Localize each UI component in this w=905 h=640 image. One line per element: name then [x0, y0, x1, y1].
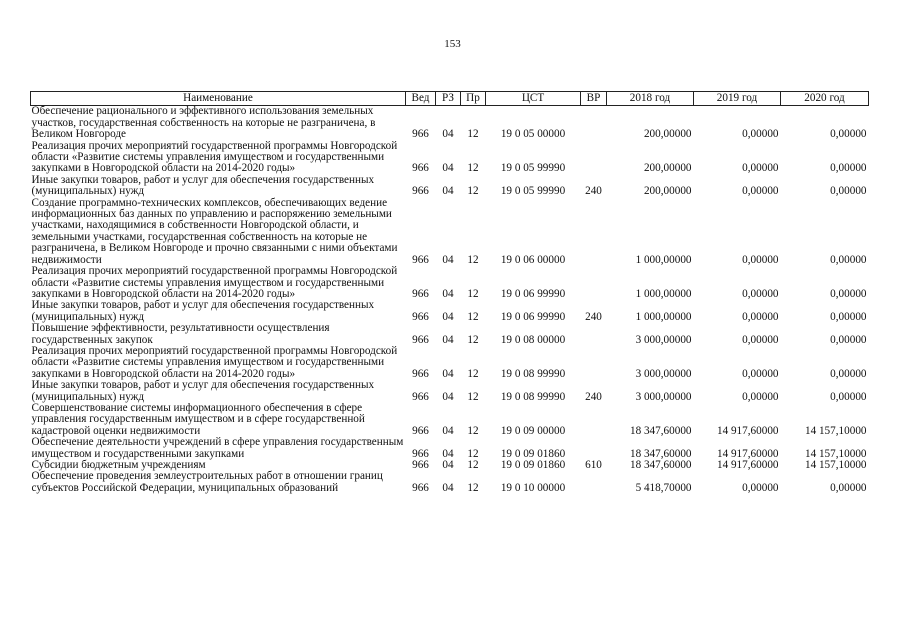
cell-y2018: 200,00000 — [643, 128, 692, 141]
cell-y2019: 0,00000 — [742, 367, 779, 380]
cell-y2020: 0,00000 — [830, 333, 867, 346]
cell-y2020: 0,00000 — [830, 162, 867, 175]
cell-y2019: 0,00000 — [742, 128, 779, 141]
cell-y2019: 0,00000 — [742, 162, 779, 175]
cell-y2019: 14 917,60000 — [716, 459, 779, 471]
cell-vr — [581, 437, 607, 460]
cell-y2019: 0,00000 — [742, 333, 779, 346]
cell-cst: 19 0 06 99990 — [500, 287, 566, 300]
cell-ved: 966 — [412, 310, 429, 323]
cell-pr: 12 — [467, 447, 479, 460]
cell-vr: 240 — [585, 185, 602, 198]
cell-rz: 04 — [442, 481, 454, 494]
cell-pr: 12 — [467, 310, 479, 323]
cell-vr — [581, 403, 607, 437]
cell-y2020: 0,00000 — [830, 367, 867, 380]
cell-vr: 240 — [585, 390, 602, 403]
header-name: Наименование — [31, 92, 406, 106]
cell-y2018: 1 000,00000 — [635, 310, 692, 323]
cell-ved: 966 — [412, 447, 429, 460]
cell-y2019: 0,00000 — [742, 310, 779, 323]
cell-ved: 966 — [412, 162, 429, 175]
cell-y2018: 3 000,00000 — [635, 390, 692, 403]
cell-rz: 04 — [442, 287, 454, 300]
cell-rz: 04 — [442, 459, 454, 471]
table-row — [31, 380, 869, 403]
header-cst: ЦСТ — [486, 92, 581, 106]
header-2018: 2018 год — [607, 92, 694, 106]
cell-cst: 19 0 10 00000 — [500, 481, 566, 494]
cell-pr: 12 — [467, 162, 479, 175]
header-rz: РЗ — [436, 92, 461, 106]
cell-vr: 240 — [585, 310, 602, 323]
cell-name: Повышение эффективности, результативности осуществления государственных закупок — [31, 322, 330, 346]
cell-y2019: 0,00000 — [742, 481, 779, 494]
cell-cst: 19 0 08 99990 — [500, 367, 566, 380]
cell-name: Субсидии бюджетным учреждениям — [31, 459, 206, 471]
table-row — [31, 300, 869, 323]
header-ved: Вед — [406, 92, 436, 106]
table-row — [31, 471, 869, 494]
table-row — [31, 437, 869, 460]
cell-ved: 966 — [412, 367, 429, 380]
cell-vr: 610 — [585, 459, 602, 471]
cell-name: Реализация прочих мероприятий государственной программы Новгородской области «Развитие системы управления имуществом и государственными закупками в Новгородской области на 2014-2020 годы» — [31, 139, 398, 175]
cell-vr — [581, 198, 607, 266]
cell-pr: 12 — [467, 128, 479, 141]
table-row — [31, 346, 869, 380]
cell-vr — [581, 141, 607, 175]
cell-ved: 966 — [412, 287, 429, 300]
cell-vr — [581, 266, 607, 300]
cell-name: Иные закупки товаров, работ и услуг для обеспечения государственных (муниципальных) нужд — [31, 299, 375, 323]
cell-rz: 04 — [442, 310, 454, 323]
cell-name: Иные закупки товаров, работ и услуг для обеспечения государственных (муниципальных) нужд — [31, 173, 375, 198]
budget-table — [30, 91, 869, 494]
cell-cst: 19 0 05 00000 — [500, 128, 566, 141]
table-header-row — [31, 92, 869, 106]
cell-cst: 19 0 09 01860 — [500, 459, 566, 471]
cell-cst: 19 0 06 99990 — [500, 310, 566, 323]
cell-rz: 04 — [442, 367, 454, 380]
cell-cst: 19 0 09 01860 — [500, 447, 566, 460]
cell-rz: 04 — [442, 447, 454, 460]
cell-y2020: 0,00000 — [830, 128, 867, 141]
table-row — [31, 266, 869, 300]
cell-name: Обеспечение деятельности учреждений в сфере управления государственным имуществом и государственными закупками — [31, 436, 404, 460]
table-row — [31, 403, 869, 437]
cell-rz: 04 — [442, 390, 454, 403]
cell-name: Создание программно-технических комплексов, обеспечивающих ведение информационных баз данных по управлению и распоряжению земельными участками, находящимися в собственности Новгородской области, и земельными участками, государственная собственность на которые не разграничена, в Великом Новгороде и прочно связанными с ними объектами недвижимости — [31, 196, 398, 266]
cell-y2020: 14 157,10000 — [804, 459, 867, 471]
cell-y2019: 0,00000 — [742, 287, 779, 300]
cell-y2018: 200,00000 — [643, 185, 692, 198]
header-pr: Пр — [461, 92, 486, 106]
cell-vr — [581, 346, 607, 380]
cell-cst: 19 0 08 00000 — [500, 333, 566, 346]
table-body — [31, 106, 869, 494]
cell-cst: 19 0 08 99990 — [500, 390, 566, 403]
cell-ved: 966 — [412, 390, 429, 403]
table-row — [31, 323, 869, 346]
cell-name: Совершенствование системы информационного обеспечения в сфере управления государственным имуществом и в сфере государственной кадастровой оценки недвижимости — [31, 401, 365, 437]
cell-y2019: 0,00000 — [742, 185, 779, 198]
cell-ved: 966 — [412, 459, 429, 471]
cell-ved: 966 — [412, 481, 429, 494]
cell-vr — [581, 106, 607, 141]
cell-rz: 04 — [442, 424, 454, 437]
cell-pr: 12 — [467, 481, 479, 494]
cell-rz: 04 — [442, 253, 454, 266]
cell-y2020: 0,00000 — [830, 185, 867, 198]
cell-y2020: 0,00000 — [830, 481, 867, 494]
cell-y2018: 200,00000 — [643, 162, 692, 175]
cell-y2018: 18 347,60000 — [629, 424, 692, 437]
cell-y2019: 14 917,60000 — [716, 424, 779, 437]
cell-name: Реализация прочих мероприятий государственной программы Новгородской области «Развитие системы управления имуществом и государственными закупками в Новгородской области на 2014-2020 годы» — [31, 265, 398, 300]
header-2020: 2020 год — [781, 92, 869, 106]
cell-pr: 12 — [467, 333, 479, 346]
cell-ved: 966 — [412, 185, 429, 198]
cell-rz: 04 — [442, 185, 454, 198]
cell-pr: 12 — [467, 367, 479, 380]
cell-y2018: 3 000,00000 — [635, 367, 692, 380]
cell-ved: 966 — [412, 253, 429, 266]
cell-cst: 19 0 05 99990 — [500, 162, 566, 175]
cell-name: Обеспечение рационального и эффективного использования земельных участков, государственная собственность на которые не разграничена, в Великом Новгороде — [31, 105, 376, 141]
cell-rz: 04 — [442, 162, 454, 175]
cell-ved: 966 — [412, 128, 429, 141]
cell-pr: 12 — [467, 459, 479, 471]
header-2019: 2019 год — [694, 92, 781, 106]
cell-y2018: 1 000,00000 — [635, 287, 692, 300]
cell-name: Иные закупки товаров, работ и услуг для обеспечения государственных (муниципальных) нужд — [31, 379, 375, 403]
table-row — [31, 198, 869, 266]
cell-y2019: 14 917,60000 — [716, 447, 779, 460]
cell-ved: 966 — [412, 333, 429, 346]
cell-pr: 12 — [467, 253, 479, 266]
cell-pr: 12 — [467, 390, 479, 403]
cell-cst: 19 0 09 00000 — [500, 424, 566, 437]
table-row — [31, 175, 869, 198]
cell-y2018: 18 347,60000 — [629, 459, 692, 471]
cell-y2020: 0,00000 — [830, 310, 867, 323]
cell-y2020: 0,00000 — [830, 253, 867, 266]
page-number: 153 — [444, 38, 461, 50]
cell-pr: 12 — [467, 424, 479, 437]
cell-y2018: 18 347,60000 — [629, 447, 692, 460]
cell-pr: 12 — [467, 185, 479, 198]
cell-y2018: 5 418,70000 — [635, 481, 692, 494]
cell-pr: 12 — [467, 287, 479, 300]
cell-y2019: 0,00000 — [742, 253, 779, 266]
cell-vr — [581, 471, 607, 494]
cell-vr — [581, 323, 607, 346]
table-row — [31, 141, 869, 175]
cell-y2018: 1 000,00000 — [635, 253, 692, 266]
cell-y2020: 14 157,10000 — [804, 424, 867, 437]
cell-rz: 04 — [442, 128, 454, 141]
cell-y2020: 0,00000 — [830, 390, 867, 403]
cell-cst: 19 0 05 99990 — [500, 185, 566, 198]
cell-ved: 966 — [412, 424, 429, 437]
header-vr: ВР — [581, 92, 607, 106]
cell-cst: 19 0 06 00000 — [500, 253, 566, 266]
cell-rz: 04 — [442, 333, 454, 346]
cell-y2020: 14 157,10000 — [804, 447, 867, 460]
cell-y2018: 3 000,00000 — [635, 333, 692, 346]
cell-name: Реализация прочих мероприятий государственной программы Новгородской области «Развитие системы управления имуществом и государственными закупками в Новгородской области на 2014-2020 годы» — [31, 344, 398, 380]
table-row — [31, 106, 869, 141]
cell-y2019: 0,00000 — [742, 390, 779, 403]
cell-name: Обеспечение проведения землеустроительных работ в отношении границ субъектов Российской Федерации, муниципальных образований — [31, 470, 383, 494]
cell-y2020: 0,00000 — [830, 287, 867, 300]
